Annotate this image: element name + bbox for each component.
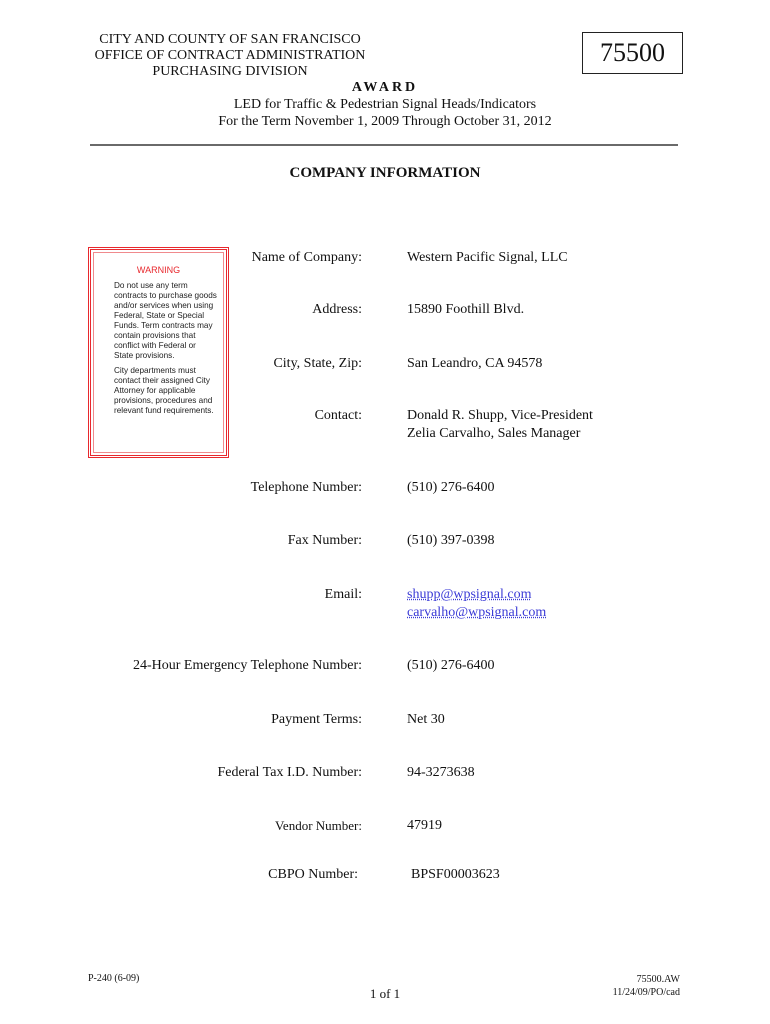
contact-secondary: Zelia Carvalho, Sales Manager [407, 426, 581, 441]
address-value: 15890 Foothill Blvd. [407, 302, 525, 317]
revision-stamp: 11/24/09/PO/cad [612, 987, 680, 998]
warning-paragraph-funds: Do not use any term contracts to purchase goods and/or services when using Federal, State or Special Funds. Term contracts may contain provisions that conflict with Federal or State provisions. [114, 281, 217, 360]
file-reference: 75500.AW [636, 974, 680, 985]
agency-line-city: CITY AND COUNTY OF SAN FRANCISCO [99, 32, 361, 47]
warning-paragraph-attorney: City departments must contact their assigned City Attorney for applicable provisions, procedures and relevant fund requirements. [114, 366, 214, 415]
warning-heading: WARNING [136, 265, 181, 275]
document-number-box: 75500 [582, 32, 683, 74]
email-link-shupp[interactable]: shupp@wpsignal.com [407, 587, 532, 602]
award-description: LED for Traffic & Pedestrian Signal Heads/Indicators [233, 97, 537, 112]
section-title: COMPANY INFORMATION [289, 165, 481, 181]
warning-box [88, 247, 229, 458]
emergency-phone-label: 24-Hour Emergency Telephone Number: [132, 658, 362, 673]
contact-primary: Donald R. Shupp, Vice-President [407, 408, 593, 423]
email-link-carvalho[interactable]: carvalho@wpsignal.com [407, 605, 547, 620]
cbpo-number-value: BPSF00003623 [411, 867, 500, 882]
agency-header [80, 32, 380, 80]
telephone-value: (510) 276-6400 [407, 480, 495, 495]
city-state-zip-label: City, State, Zip: [273, 356, 362, 371]
company-name-value: Western Pacific Signal, LLC [407, 250, 568, 265]
federal-tax-id-label: Federal Tax I.D. Number: [217, 765, 362, 780]
federal-tax-id-value: 94-3273638 [407, 765, 475, 780]
contact-values [407, 407, 593, 443]
award-term: For the Term November 1, 2009 Through October 31, 2012 [218, 114, 552, 129]
vendor-number-label: Vendor Number: [274, 818, 362, 833]
emergency-phone-value: (510) 276-6400 [407, 658, 495, 673]
contact-label: Contact: [314, 408, 362, 423]
payment-terms-value: Net 30 [407, 712, 445, 727]
header-divider [90, 144, 678, 146]
cbpo-number-label: CBPO Number: [268, 867, 358, 882]
agency-line-division: PURCHASING DIVISION [152, 64, 308, 79]
telephone-label: Telephone Number: [250, 480, 362, 495]
agency-line-office: OFFICE OF CONTRACT ADMINISTRATION [94, 48, 366, 63]
footer-reference [606, 973, 680, 999]
fax-value: (510) 397-0398 [407, 533, 495, 548]
email-values [407, 586, 546, 622]
email-label: Email: [324, 587, 362, 602]
fax-label: Fax Number: [287, 533, 362, 548]
page-number: 1 of 1 [369, 986, 401, 1001]
address-label: Address: [312, 302, 362, 317]
award-title: AWARD [351, 80, 419, 95]
vendor-number-value: 47919 [407, 818, 442, 833]
company-name-label: Name of Company: [251, 250, 362, 265]
form-number: P-240 (6-09) [88, 973, 140, 984]
city-state-zip-value: San Leandro, CA 94578 [407, 356, 543, 371]
payment-terms-label: Payment Terms: [271, 712, 362, 727]
